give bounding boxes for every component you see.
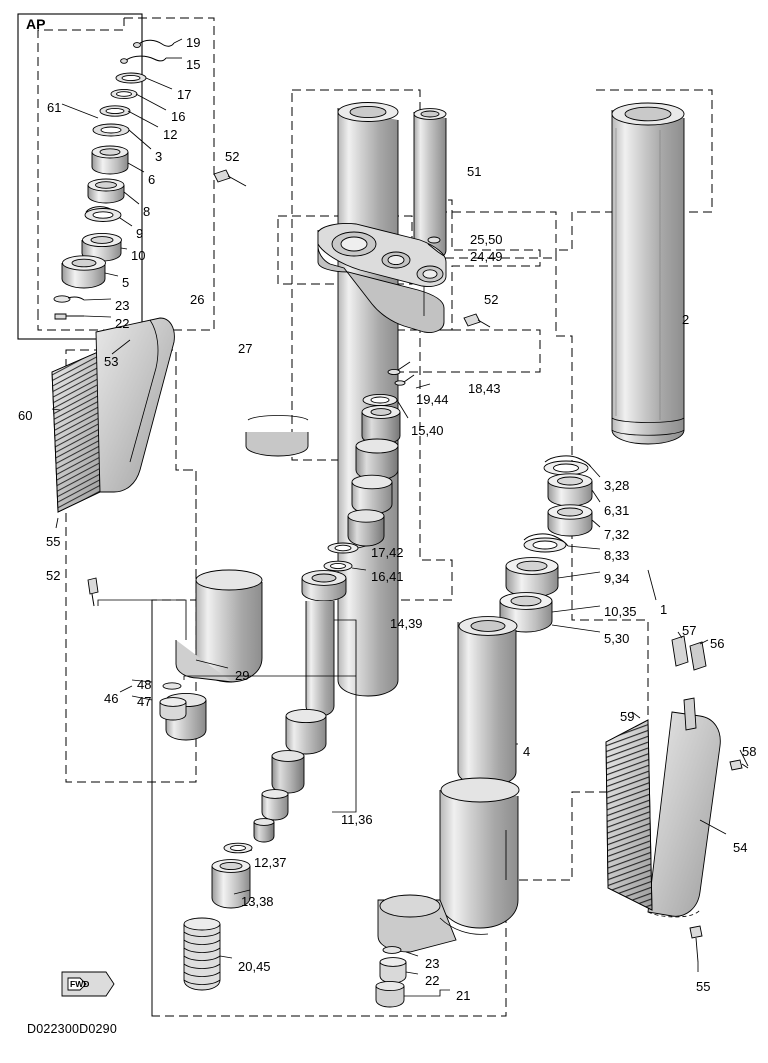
- part-callout-46: 46: [104, 691, 119, 706]
- part-callout-1: 1: [660, 602, 668, 617]
- part-callout-19: 19: [186, 35, 201, 50]
- part-callout-11-36: 11,36: [341, 812, 373, 827]
- part-callout-12: 12: [163, 127, 178, 142]
- ap-box-label: AP: [26, 16, 46, 32]
- part-callout-14-39: 14,39: [390, 616, 423, 631]
- part-callout-18-43: 18,43: [468, 381, 501, 396]
- part-callout-9-34: 9,34: [604, 571, 630, 586]
- part-callout-10: 10: [131, 248, 146, 263]
- part-callout-17-42: 17,42: [371, 545, 404, 560]
- part-callout-12-37: 12,37: [254, 855, 287, 870]
- part-callout-56: 56: [710, 636, 725, 651]
- part-callout-54: 54: [733, 840, 748, 855]
- part-callout-15-40: 15,40: [411, 423, 444, 438]
- part-callout-27: 27: [238, 341, 253, 356]
- part-callout-3-28: 3,28: [604, 478, 630, 493]
- part-callout-53: 53: [104, 354, 119, 369]
- part-callout-26: 26: [190, 292, 205, 307]
- part-callout-61: 61: [47, 100, 62, 115]
- part-callout-5: 5: [122, 275, 130, 290]
- part-callout-5-30: 5,30: [604, 631, 630, 646]
- part-callout-23: 23: [425, 956, 440, 971]
- part-callout-52: 52: [484, 292, 499, 307]
- part-callout-57: 57: [682, 623, 697, 638]
- part-callout-59: 59: [620, 709, 635, 724]
- part-callout-19-44: 19,44: [416, 392, 449, 407]
- part-callout-20-45: 20,45: [238, 959, 271, 974]
- part-callout-24-49: 24,49: [470, 249, 503, 264]
- part-callout-23: 23: [115, 298, 130, 313]
- part-callout-55: 55: [46, 534, 61, 549]
- part-callout-7-32: 7,32: [604, 527, 630, 542]
- part-callout-8-33: 8,33: [604, 548, 630, 563]
- diagram-code: D022300D0290: [27, 1022, 117, 1036]
- part-callout-10-35: 10,35: [604, 604, 637, 619]
- part-callout-29: 29: [235, 668, 250, 683]
- part-callout-8: 8: [143, 204, 151, 219]
- part-callout-6: 6: [148, 172, 156, 187]
- part-callout-16-41: 16,41: [371, 569, 404, 584]
- part-callout-25-50: 25,50: [470, 232, 503, 247]
- part-callout-15: 15: [186, 57, 201, 72]
- part-callout-9: 9: [136, 226, 144, 241]
- part-callout-17: 17: [177, 87, 192, 102]
- part-callout-3: 3: [155, 149, 163, 164]
- part-callout-55: 55: [696, 979, 711, 994]
- part-callout-4: 4: [523, 744, 531, 759]
- part-callout-52: 52: [46, 568, 61, 583]
- part-callout-47: 47: [137, 694, 152, 709]
- fwd-marker-label: FWD: [70, 979, 90, 989]
- part-callout-16: 16: [171, 109, 186, 124]
- part-callout-22: 22: [425, 973, 440, 988]
- part-callout-52: 52: [225, 149, 240, 164]
- part-callout-2: 2: [682, 312, 690, 327]
- part-callout-13-38: 13,38: [241, 894, 274, 909]
- part-callout-58: 58: [742, 744, 757, 759]
- part-callout-48: 48: [137, 677, 152, 692]
- part-callout-51: 51: [467, 164, 482, 179]
- part-callout-60: 60: [18, 408, 33, 423]
- part-callout-22: 22: [115, 316, 130, 331]
- part-callout-21: 21: [456, 988, 471, 1003]
- part-callout-6-31: 6,31: [604, 503, 630, 518]
